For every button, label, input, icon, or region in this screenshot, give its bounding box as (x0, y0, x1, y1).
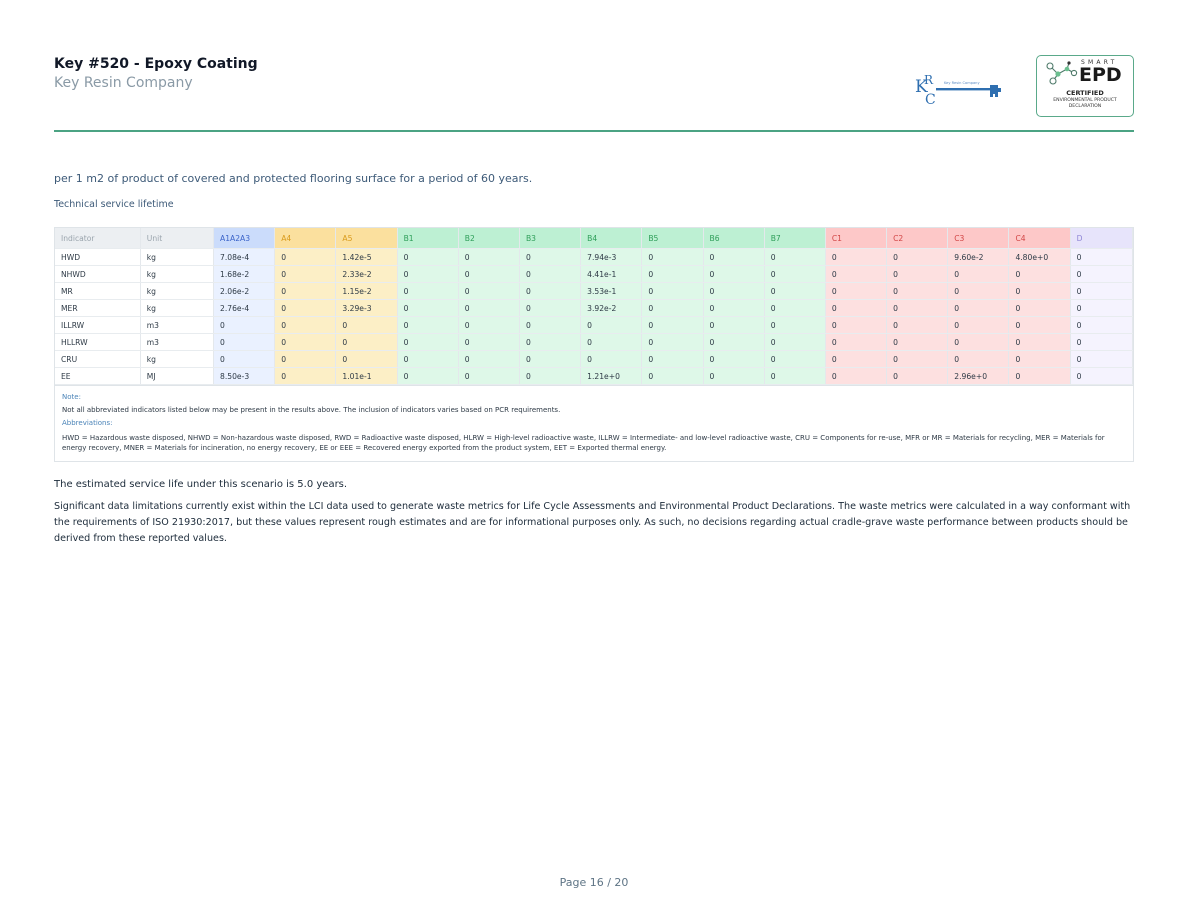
table-cell: 0 (825, 283, 886, 300)
table-cell: 1.42e-5 (336, 249, 397, 266)
table-cell: 0 (825, 317, 886, 334)
table-cell: 0 (764, 283, 825, 300)
table-cell: 0 (397, 317, 458, 334)
badge-smart-text: SMART (1081, 59, 1118, 66)
table-cell: 0 (275, 317, 336, 334)
column-header: B5 (642, 228, 703, 249)
table-cell: 7.94e-3 (581, 249, 642, 266)
table-cell: 0 (458, 351, 519, 368)
krc-tagline: Key Resin Company (944, 81, 980, 85)
table-cell: 0 (1009, 351, 1070, 368)
page-header (54, 54, 1134, 132)
table-cell: 0 (275, 300, 336, 317)
page-number: Page 16 / 20 (559, 876, 629, 889)
table-cell: 0 (1070, 368, 1132, 385)
table-cell: 0 (764, 300, 825, 317)
disclaimer-text: Significant data limitations currently exist within the LCI data used to generate waste metrics for Life Cycle Assessments and Environmental Product Declarations. The waste metrics were calculated in a way conformant with the requirements of ISO 21930:2017, but these values represent rough estimates and are for informational purposes only. As such, no decisions regarding actual cradle-grave waste performance between products should be derived from these reported values. (54, 501, 1131, 544)
table-cell: 0 (458, 283, 519, 300)
table-cell: 0 (458, 266, 519, 283)
table-cell: 0 (642, 266, 703, 283)
table-cell: 0 (703, 317, 764, 334)
table-cell: 2.06e-2 (214, 283, 275, 300)
table-cell: 0 (764, 334, 825, 351)
table-cell: 0 (275, 334, 336, 351)
table-body (55, 249, 1133, 385)
table-cell: 0 (825, 351, 886, 368)
table-cell: 0 (458, 249, 519, 266)
table-cell: 0 (275, 249, 336, 266)
abbreviations-text: HWD = Hazardous waste disposed, NHWD = Non-hazardous waste disposed, RWD = Radioactive waste disposed, HLRW = High-level radioactive waste, ILLRW = Intermediate- and low-level radioactive waste, CRU = Components for re-use, MFR or MR = Materials for recycling, MER = Materials for energy recovery, MNER = Materials for incineration, no energy recovery, EE or EEE = Recovered energy exported from the product system, EET = Exported thermal energy. (62, 434, 1105, 452)
table-row (55, 266, 1133, 283)
table-cell: MJ (140, 368, 213, 385)
table-cell: 0 (948, 300, 1009, 317)
table-row (55, 300, 1133, 317)
table-cell: kg (140, 266, 213, 283)
results-table-panel (54, 227, 1134, 462)
molecule-icon (1041, 59, 1079, 87)
table-cell: 0 (703, 249, 764, 266)
table-cell: 1.68e-2 (214, 266, 275, 283)
note-label: Note: (62, 393, 81, 401)
table-notes (55, 385, 1133, 461)
table-cell: 0 (1009, 266, 1070, 283)
table-cell: 9.60e-2 (948, 249, 1009, 266)
table-cell: 0 (642, 368, 703, 385)
table-cell: 0 (642, 283, 703, 300)
table-cell: 1.15e-2 (336, 283, 397, 300)
table-cell: 0 (703, 300, 764, 317)
table-cell: 0 (887, 368, 948, 385)
table-cell: 0 (948, 351, 1009, 368)
table-cell: 0 (458, 300, 519, 317)
table-cell: 0 (1009, 368, 1070, 385)
table-cell: 1.01e-1 (336, 368, 397, 385)
table-cell: 0 (1009, 334, 1070, 351)
table-cell: 0 (336, 351, 397, 368)
table-cell: 0 (1070, 283, 1132, 300)
badge-description: ENVIRONMENTAL PRODUCT DECLARATION (1053, 98, 1117, 109)
column-header: A1A2A3 (214, 228, 275, 249)
column-header: D (1070, 228, 1132, 249)
table-cell: kg (140, 283, 213, 300)
column-header: B4 (581, 228, 642, 249)
table-row (55, 249, 1133, 266)
table-cell: 0 (397, 249, 458, 266)
table-cell: 0 (458, 317, 519, 334)
document-title: Key #520 - Epoxy Coating (54, 56, 258, 72)
table-cell: 4.41e-1 (581, 266, 642, 283)
table-cell: kg (140, 249, 213, 266)
table-cell: 0 (887, 334, 948, 351)
table-row (55, 351, 1133, 368)
table-header-row (55, 228, 1133, 249)
table-cell: 0 (948, 283, 1009, 300)
table-cell: EE (55, 368, 140, 385)
table-cell: 0 (397, 266, 458, 283)
table-cell: 0 (948, 266, 1009, 283)
table-cell: 0 (825, 300, 886, 317)
table-cell: 0 (703, 266, 764, 283)
waste-indicators-table (55, 228, 1133, 385)
table-cell: 0 (397, 300, 458, 317)
column-header: C2 (887, 228, 948, 249)
table-cell: 0 (1070, 249, 1132, 266)
table-row (55, 317, 1133, 334)
table-cell: 0 (1009, 300, 1070, 317)
table-cell: 0 (948, 334, 1009, 351)
table-cell: 0 (519, 351, 580, 368)
table-cell: 0 (581, 351, 642, 368)
column-header: B6 (703, 228, 764, 249)
table-cell: kg (140, 351, 213, 368)
svg-text:K: K (915, 77, 928, 97)
table-cell: 0 (519, 334, 580, 351)
table-cell: 0 (1070, 351, 1132, 368)
abbreviations-label: Abbreviations: (62, 419, 113, 427)
table-cell: 0 (275, 368, 336, 385)
table-cell: 0 (458, 334, 519, 351)
table-cell: 3.29e-3 (336, 300, 397, 317)
table-cell: 0 (764, 368, 825, 385)
table-cell: kg (140, 300, 213, 317)
column-header: C3 (948, 228, 1009, 249)
table-cell: 0 (764, 351, 825, 368)
table-cell: 2.76e-4 (214, 300, 275, 317)
column-header: B2 (458, 228, 519, 249)
table-cell: 0 (275, 351, 336, 368)
table-cell: 0 (642, 317, 703, 334)
table-cell: 0 (825, 266, 886, 283)
table-cell: 0 (519, 317, 580, 334)
badge-certified-text: CERTIFIED (1066, 89, 1104, 97)
table-cell: 0 (1070, 317, 1132, 334)
table-cell: 0 (703, 283, 764, 300)
table-cell: 0 (887, 249, 948, 266)
column-header: C4 (1009, 228, 1070, 249)
table-cell: 0 (1009, 283, 1070, 300)
column-header: B7 (764, 228, 825, 249)
svg-text:R: R (924, 73, 934, 87)
table-cell: 3.92e-2 (581, 300, 642, 317)
badge-epd-text: EPD (1079, 64, 1122, 86)
table-cell: 0 (642, 351, 703, 368)
table-cell: 0 (887, 351, 948, 368)
table-cell: m3 (140, 317, 213, 334)
company-name: Key Resin Company (54, 75, 193, 91)
table-cell: 0 (519, 283, 580, 300)
table-cell: 0 (703, 334, 764, 351)
table-cell: 0 (275, 283, 336, 300)
table-cell: 0 (642, 300, 703, 317)
table-cell: 0 (336, 317, 397, 334)
table-cell: 0 (825, 368, 886, 385)
table-cell: 0 (214, 317, 275, 334)
table-cell: 1.21e+0 (581, 368, 642, 385)
table-cell: 0 (519, 368, 580, 385)
table-cell: MR (55, 283, 140, 300)
table-cell: 0 (214, 334, 275, 351)
table-cell: 0 (581, 317, 642, 334)
table-cell: 0 (764, 317, 825, 334)
table-cell: 0 (1009, 317, 1070, 334)
column-header: Indicator (55, 228, 140, 249)
table-cell: 0 (336, 334, 397, 351)
table-cell: 0 (642, 249, 703, 266)
table-cell: MER (55, 300, 140, 317)
table-cell: 0 (519, 266, 580, 283)
svg-text:C: C (925, 92, 936, 108)
table-cell: 0 (458, 368, 519, 385)
note-text: Not all abbreviated indicators listed below may be present in the results above. The inclusion of indicators varies based on PCR requirements. (62, 406, 561, 414)
table-cell: 0 (825, 334, 886, 351)
service-life-text: The estimated service life under this scenario is 5.0 years. (54, 479, 348, 490)
table-cell: 0 (1070, 300, 1132, 317)
table-cell: HWD (55, 249, 140, 266)
table-cell: 7.08e-4 (214, 249, 275, 266)
table-cell: 0 (581, 334, 642, 351)
table-cell: 0 (887, 283, 948, 300)
column-header: C1 (825, 228, 886, 249)
table-cell: 0 (887, 300, 948, 317)
table-cell: 3.53e-1 (581, 283, 642, 300)
table-row (55, 368, 1133, 385)
table-cell: 0 (1070, 334, 1132, 351)
table-cell: 0 (642, 334, 703, 351)
column-header: A4 (275, 228, 336, 249)
table-cell: 0 (948, 317, 1009, 334)
table-cell: NHWD (55, 266, 140, 283)
column-header: Unit (140, 228, 213, 249)
column-header: B1 (397, 228, 458, 249)
table-cell: m3 (140, 334, 213, 351)
table-cell: 2.33e-2 (336, 266, 397, 283)
table-cell: ILLRW (55, 317, 140, 334)
table-cell: 0 (397, 351, 458, 368)
table-row (55, 283, 1133, 300)
table-cell: 0 (825, 249, 886, 266)
table-cell: 0 (275, 266, 336, 283)
table-cell: 2.96e+0 (948, 368, 1009, 385)
column-header: B3 (519, 228, 580, 249)
table-cell: 0 (397, 334, 458, 351)
table-row (55, 334, 1133, 351)
table-cell: 8.50e-3 (214, 368, 275, 385)
table-cell: 0 (764, 266, 825, 283)
functional-unit-text: per 1 m2 of product of covered and protected flooring surface for a period of 60 years. (54, 172, 533, 185)
table-cell: 0 (519, 300, 580, 317)
table-cell: CRU (55, 351, 140, 368)
table-cell: 0 (397, 368, 458, 385)
table-cell: 0 (703, 368, 764, 385)
column-header: A5 (336, 228, 397, 249)
table-cell: 0 (764, 249, 825, 266)
krc-logo (912, 68, 1004, 112)
table-cell: 0 (703, 351, 764, 368)
smart-epd-certified-badge (1036, 55, 1134, 117)
section-label: Technical service lifetime (54, 199, 174, 210)
table-cell: 0 (887, 266, 948, 283)
table-cell: 0 (887, 317, 948, 334)
table-cell: 0 (519, 249, 580, 266)
table-cell: 0 (214, 351, 275, 368)
table-cell: 0 (1070, 266, 1132, 283)
table-cell: 4.80e+0 (1009, 249, 1070, 266)
table-cell: 0 (397, 283, 458, 300)
table-cell: HLLRW (55, 334, 140, 351)
